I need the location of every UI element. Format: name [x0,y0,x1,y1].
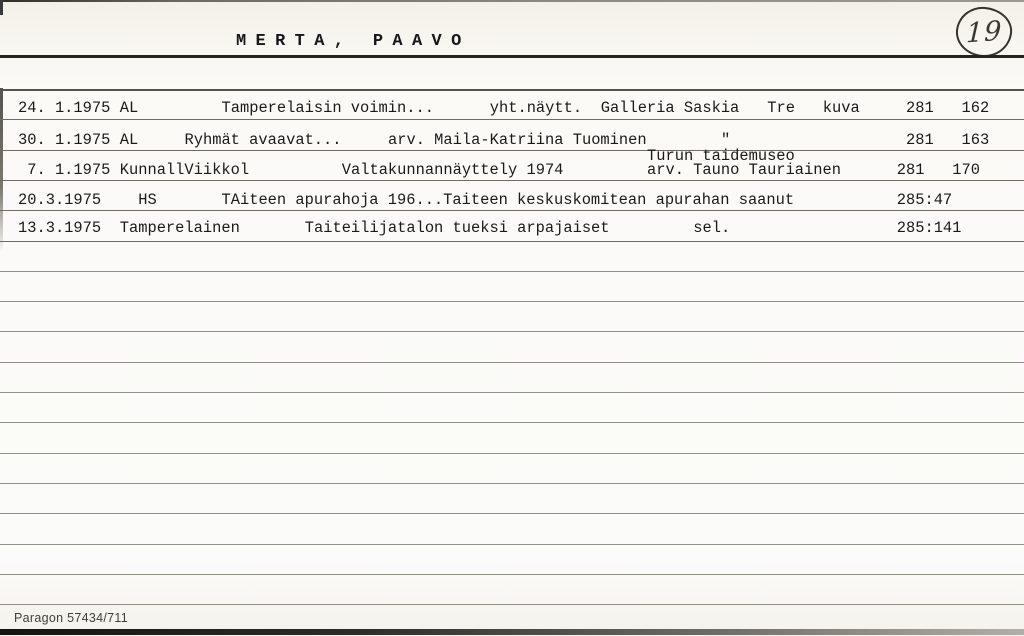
entry-ref: 162 [961,99,990,117]
entry-ref: 281 [906,99,934,117]
entry-ref: 285:141 [896,219,962,237]
entry-ref: 281 [906,131,934,149]
entry-source: AL [119,131,139,149]
bottom-rule [0,629,1024,635]
entry-row [0,131,1024,149]
entry-title: TAiteen apurahoja 196...Taiteen keskuskomitean apurahan saanut [221,191,795,209]
entry-title: Tamperelaisin voimin... [221,99,434,117]
entry-detail: " [721,131,731,149]
entry-detail: arv. Tauno Tauriainen [647,161,841,179]
entry-detail: kuva [822,99,860,117]
entry-row [0,161,1024,179]
page-number: 19 [965,15,1003,49]
entry-source: AL [119,99,139,117]
entry-ref: 285:47 [896,191,953,209]
entry-title: Ryhmät avaavat... [184,131,342,149]
entry-detail: yht.näytt. [489,99,583,117]
entry-date: 13.3.1975 [18,219,102,237]
entry-detail: arv. Maila-Katriina Tuominen [388,131,647,149]
entry-ref: 163 [961,131,990,149]
entry-source: HS [138,191,157,209]
entry-detail: Tre [767,99,795,117]
entry-row [0,99,1024,117]
entry-detail: Galleria Saskia [600,99,740,117]
entry-ref: 170 [952,161,980,179]
entry-date: 30. 1.1975 [18,131,111,149]
entry-date: 7. 1.1975 [18,161,111,179]
entry-date: 20.3.1975 [18,191,102,209]
card-title: MERTA, PAAVO [236,32,471,51]
entry-row [0,191,1024,209]
entry-source: KunnallViikkol [119,161,250,179]
entry-row [0,219,1024,237]
entry-date: 24. 1.1975 [18,99,111,117]
entry-ref: 281 [896,161,925,179]
insert-note: Turun taidemuseo [647,147,795,165]
entry-detail: sel. [693,219,731,237]
entry-title: Valtakunnannäyttely 1974 [341,161,564,179]
entry-title: Taiteilijatalon tueksi arpajaiset [304,219,610,237]
footer-brand-label: Paragon 57434/711 [14,611,128,625]
entry-source: Tamperelainen [119,219,240,237]
